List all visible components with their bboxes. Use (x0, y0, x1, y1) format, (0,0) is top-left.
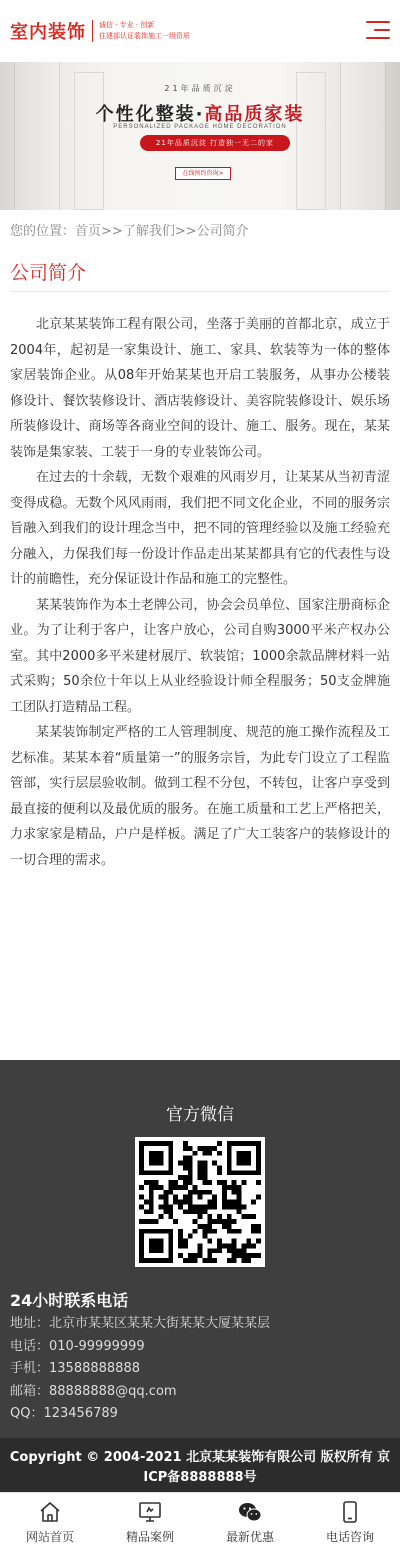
bottom-nav (0, 1492, 400, 1548)
article-paragraph: 在过去的十余载，无数个艰难的风雨岁月，让某某从当初青涩变得成稳。无数个风风雨雨，我们把不同文化企业，不同的服务宗旨融入到我们的设计理念当中，把不同的管理经验以及施工经验充分融入，力保我们每一份设计作品走出某某都具有它的代表性与设计的前瞻性，充分保证设计作品和施工的完整性。 (10, 470, 390, 587)
hero-banner[interactable] (0, 62, 400, 210)
banner-headline-red: 高品质家装 (204, 104, 305, 125)
article-paragraph: 北京某某装饰工程有限公司，坐落于美丽的首都北京，成立于2004年，起初是一家集设计、施工、家具、软装等为一体的整体家居装饰企业。从08年开始某某也开启工装服务，从事办公楼装修设计、餐饮装修设计、酒店装修设计、美容院装修设计、娱乐场所装修设计、商场等各商业空间的设计、施工、服务。现在，某某装饰是集家装、工装于一身的专业装饰公司。 (10, 317, 390, 460)
logo-tagline-2: 住建部认证装饰施工一级资质 (99, 32, 190, 40)
menu-icon[interactable] (364, 19, 390, 41)
contact-phone[interactable]: 电话：010-99999999 (10, 1338, 145, 1354)
contact-address: 地址：北京市某某区某某大街某某大厦某某层 (10, 1316, 271, 1331)
nav-item-cases[interactable] (100, 1493, 200, 1548)
nav-label: 电话咨询 (325, 1530, 374, 1544)
wechat-title: 官方微信 (166, 1105, 234, 1125)
logo-divider (92, 20, 93, 42)
nav-item-phone[interactable] (300, 1493, 400, 1548)
banner-consult-button[interactable]: 在线预约咨询> (175, 167, 231, 180)
page-title: 公司简介 (10, 262, 87, 284)
contact-list (10, 1313, 270, 1426)
nav-label: 网站首页 (25, 1530, 74, 1544)
article-paragraph: 某某装饰作为本土老牌公司，协会会员单位、国家注册商标企业。为了让利于客户，让客户放心，公司自购3000平米产权办公室。其中2000多平米建材展厅、软装馆；1000余款品牌材料一站式采购；50余位十年以上从业经验设计师全程服务；50支金牌施工团队打造精品工程。 (10, 597, 390, 715)
logo-tagline (99, 20, 190, 42)
home-icon (38, 1501, 62, 1523)
banner-pill: 21年品质沉淀 打造独一无二的家 (140, 135, 290, 151)
nav-label: 最新优惠 (225, 1530, 274, 1544)
breadcrumb-current-link[interactable]: 公司简介 (196, 224, 249, 239)
breadcrumb-separator: >> (174, 224, 197, 239)
phone-icon (338, 1501, 362, 1523)
banner-english: PERSONALIZED PACKAGE HOME DECORATION (113, 124, 287, 130)
logo-title: 室内装饰 (10, 22, 86, 43)
contact-qq[interactable]: QQ：123456789 (10, 1406, 118, 1421)
copyright-bar: Copyright © 2004-2021 北京某某装饰有限公司 版权所有 京ICP备8888888号 (0, 1438, 400, 1492)
monitor-icon (138, 1501, 162, 1523)
wechat-qr-code (135, 1137, 265, 1267)
breadcrumb-separator: >> (101, 224, 123, 239)
logo-tagline-1: 诚信 · 专业 · 创新 (99, 21, 155, 29)
banner-small-text: 21年品质沉淀 (164, 84, 236, 93)
wechat-icon (238, 1501, 262, 1523)
title-divider (10, 291, 390, 292)
banner-headline (0, 100, 400, 126)
nav-item-offers[interactable] (200, 1493, 300, 1548)
banner-headline-dark: 个性化整装· (95, 104, 205, 125)
breadcrumb-about-link[interactable]: 了解我们 (122, 224, 175, 239)
site-header (0, 0, 400, 62)
breadcrumb-prefix: 您的位置： (10, 224, 76, 239)
article-body (10, 312, 390, 873)
breadcrumb-home-link[interactable]: 首页 (75, 224, 102, 239)
nav-item-home[interactable] (0, 1493, 100, 1548)
contact-heading: 24小时联系电话 (10, 1291, 129, 1310)
nav-label: 精品案例 (125, 1530, 174, 1544)
contact-email[interactable]: 邮箱：88888888@qq.com (10, 1383, 177, 1399)
contact-mobile[interactable]: 手机：13588888888 (10, 1361, 140, 1376)
site-logo[interactable] (10, 18, 190, 44)
article-paragraph: 某某装饰制定严格的工人管理制度、规范的施工操作流程及工艺标准。某某本着“质量第一”的服务宗旨，为此专门设立了工程监管部，实行层层验收制。做到工程不分包，不转包，让客户享受到最直接的便利以及最优质的服务。在施工质量和工艺上严格把关，力求家家是精品，户户是样板。满足了广大工装客户的装修设计的一切合理的需求。 (10, 725, 390, 868)
breadcrumb (10, 220, 249, 239)
site-footer (0, 1060, 400, 1438)
